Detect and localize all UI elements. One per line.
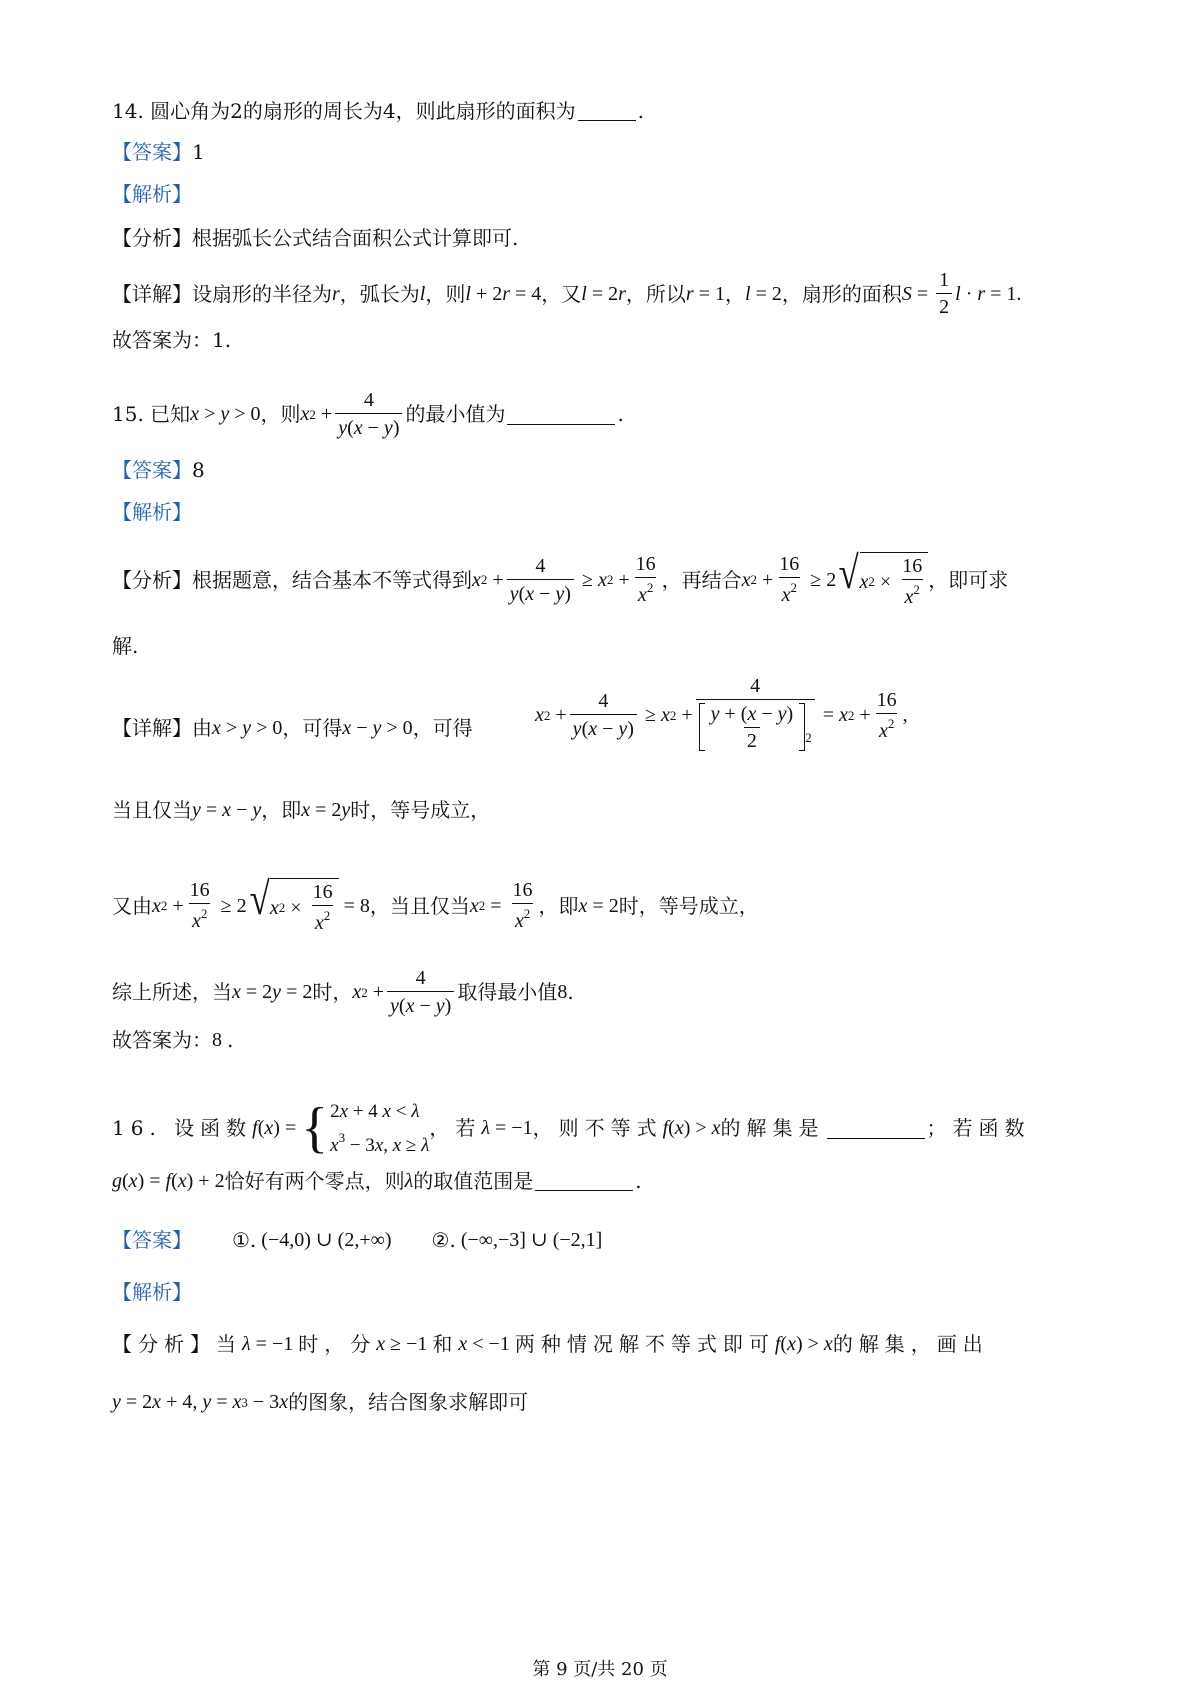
- q15-detail-formula: x 2 + $\frac{4}{y(x - y)}$ ≥ x 2 + 4 $\frac{y + (x - y)}{2}$ $^2$ = x 2 + $\frac{16}{x^2}$ ,: [535, 675, 908, 752]
- q16-analysis-tag: 【解析】: [112, 1280, 192, 1304]
- q16-stem-cont: g ( x ) = f ( x ) + 2 恰好有两个零点，则 λ 的取值范围是 .: [112, 1168, 642, 1193]
- q16-fenxi-cont: y = 2 x + 4, y = x 3 − 3 x 的图象，结合图象求解即可: [112, 1390, 529, 1414]
- q14-fenxi: 【分析】 根据弧长公式结合面积公式计算即可.: [112, 226, 519, 250]
- answer-blank: [578, 100, 636, 121]
- page-footer: 第 9 页/共 20 页: [532, 1659, 668, 1680]
- q15-answer: 【答案】 8: [112, 458, 205, 482]
- q16-answer: 【答案】 ①. (−4,0) ∪ (2,+∞) ②. (−∞,−3] ∪ (−2,1]: [112, 1228, 603, 1252]
- q14-detail: 【详解】 设扇形的半径为 r ，弧长为 l ，则 l + 2 r = 4 ，又 l = 2 r ，所以 r = 1 ， l = 2 ，扇形的面积 S = $\frac{1}{2}$ l · r = 1.: [112, 269, 1022, 318]
- q14-conclusion: 故答案为：1.: [112, 328, 232, 352]
- q15-summary: 综上所述，当 x = 2 y = 2 时， x 2 + $\frac{4}{y(x - y)}$ 取得最小值 8 .: [112, 967, 574, 1017]
- q15-detail: 【详解】 由 x > y > 0 ，可得 x − y > 0 ，可得: [112, 716, 473, 740]
- q15-stem: 15. 已知 x > y > 0 ，则 x 2 + $\frac{4}{y(x - y)}$ 的最小值为 .: [112, 389, 624, 439]
- q16-stem: 16. 设函数 f ( x ) = { 2x + 4 x < λ $x^3 - 3x$, x ≥ λ ，若 λ = −1 ，则不等式 f ( x ) > x 的解集是 ；若函数: [112, 1097, 1031, 1159]
- answer-blank: [827, 1118, 925, 1139]
- q14-stem: 14. 圆心角为2的扇形的周长为4，则此扇形的面积为 .: [112, 98, 644, 123]
- q15-equality-1: 当且仅当 y = x − y ，即 x = 2 y 时，等号成立，: [112, 798, 491, 822]
- q16-fenxi: 【分析】 当 λ = −1 时，分 x ≥ −1 和 x < −1 两种情况解不等式即可 f ( x ) > x 的解集，画出: [112, 1332, 989, 1356]
- q15-analysis-tag: 【解析】: [112, 500, 192, 524]
- q14-analysis-tag: 【解析】: [112, 182, 192, 206]
- answer-blank: [535, 1170, 633, 1191]
- q15-fenxi-cont: 解.: [112, 634, 139, 658]
- q15-conclusion: 故答案为： 8 .: [112, 1028, 234, 1052]
- q15-fenxi: 【分析】 根据题意，结合基本不等式得到 x 2 + $\frac{4}{y(x - y)}$ ≥ x 2 + $\frac{16}{x^2}$ ，再结合 x 2 + $\frac{16}{x^2}$ ≥ 2 √ x 2 × $\frac{16}{x^2}$ ，即可求: [112, 547, 1009, 608]
- q15-equality-2: 又由 x 2 + $\frac{16}{x^2}$ ≥ 2 √ x 2 × $\frac{16}{x^2}$ = 8 ，当且仅当 x 2 = $\frac{16}{x^2}$ ，即 x = 2 时，等号成立，: [112, 873, 759, 934]
- answer-blank: [507, 404, 615, 425]
- q14-answer: 【答案】 1: [112, 140, 205, 164]
